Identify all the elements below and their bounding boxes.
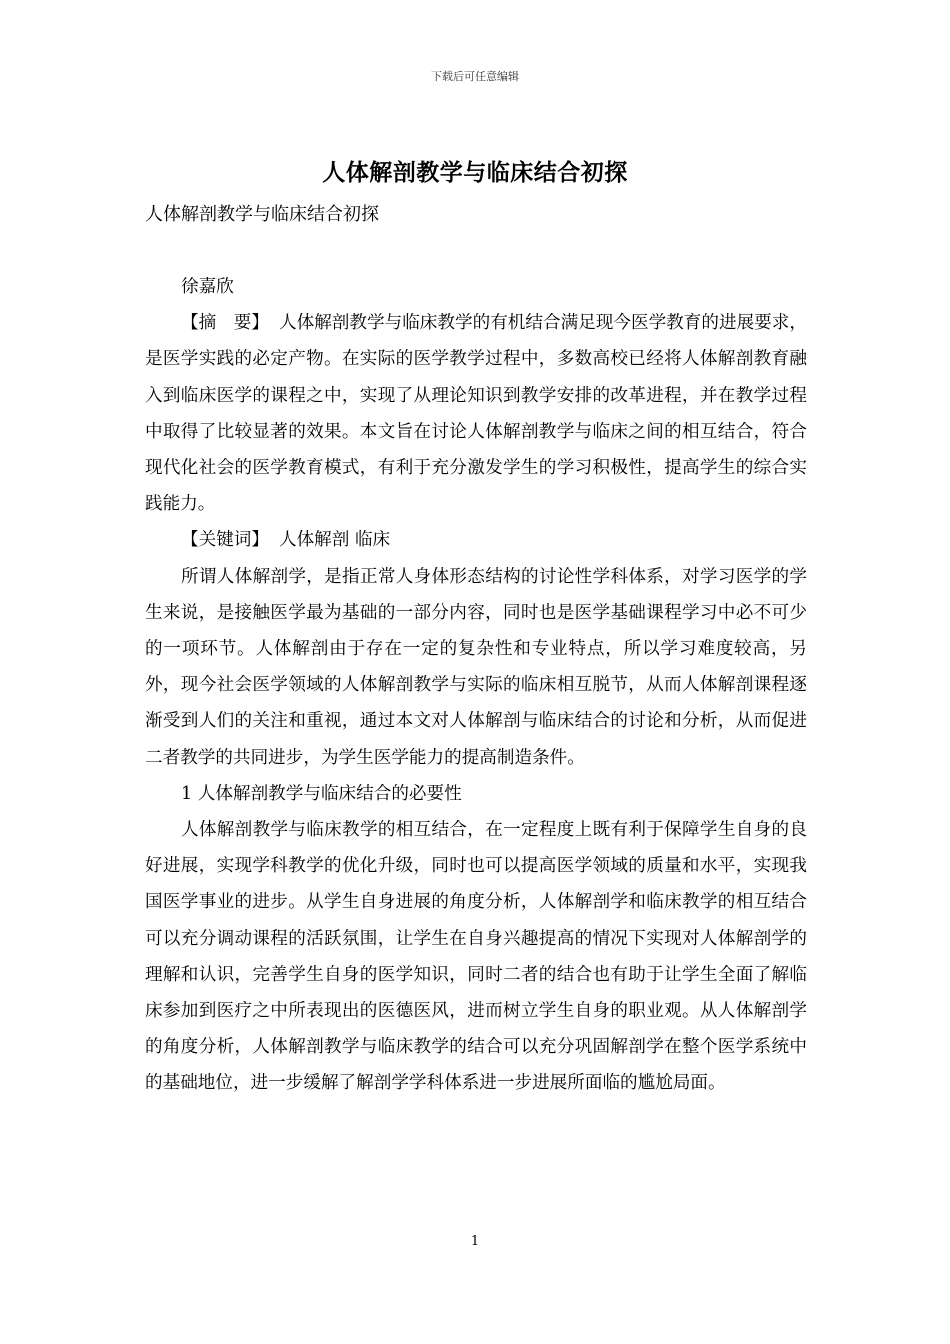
abstract-text: 人体解剖教学与临床教学的有机结合满足现今医学教育的进展要求，是医学实践的必定产物。在实际的医学教学过程中，多数高校已经将人体解剖教育融入到临床医学的课程之中，实现了从理论知识到教学安排的改革进程，并在教学过程中取得了比较显著的效果。本文旨在讨论人体解剖教学与临床之间的相互结合，符合现代化社会的医学教育模式，有利于充分激发学生的学习积极性，提高学生的综合实践能力。 bbox=[145, 313, 807, 515]
keywords-text: 人体解剖 临床 bbox=[278, 530, 391, 551]
section-paragraph: 人体解剖教学与临床教学的相互结合，在一定程度上既有利于保障学生自身的良好进展，实现学科教学的优化升级，同时也可以提高医学领域的质量和水平，实现我国医学事业的进步。从学生自身进展的角度分析，人体解剖学和临床教学的相互结合可以充分调动课程的活跃氛围，让学生在自身兴趣提高的情况下实现对人体解剖学的理解和认识，完善学生自身的医学知识，同时二者的结合也有助于让学生全面了解临床参加到医疗之中所表现出的医德医风，进而树立学生自身的职业观。从人体解剖学的角度分析，人体解剖教学与临床教学的结合可以充分巩固解剖学在整个医学系统中的基础地位，进一步缓解了解剖学学科体系进一步进展所面临的尴尬局面。 bbox=[145, 820, 807, 1094]
author-name: 徐嘉欣 bbox=[181, 277, 234, 297]
document-body bbox=[145, 269, 807, 1102]
keywords-paragraph bbox=[145, 522, 807, 558]
body-paragraph: 所谓人体解剖学，是指正常人身体形态结构的讨论性学科体系，对学习医学的学生来说，是接触医学最为基础的一部分内容，同时也是医学基础课程学习中必不可少的一项环节。人体解剖由于存在一定的复杂性和专业特点，所以学习难度较高，另外，现今社会医学领域的人体解剖教学与实际的临床相互脱节，从而人体解剖课程逐渐受到人们的关注和重视，通过本文对人体解剖与临床结合的讨论和分析，从而促进二者教学的共同进步，为学生医学能力的提高制造条件。 bbox=[145, 566, 807, 768]
document-title: 人体解剖教学与临床结合初探 bbox=[322, 159, 628, 186]
page-number: 1 bbox=[470, 1234, 480, 1249]
abstract-paragraph bbox=[145, 305, 807, 522]
section-heading: 1 人体解剖教学与临床结合的必要性 bbox=[181, 783, 462, 804]
abstract-label: 【摘 要】 bbox=[181, 313, 269, 334]
page-header-note: 下载后可任意编辑 bbox=[431, 70, 519, 83]
document-subtitle: 人体解剖教学与临床结合初探 bbox=[145, 204, 379, 225]
keywords-label: 【关键词】 bbox=[181, 530, 269, 551]
